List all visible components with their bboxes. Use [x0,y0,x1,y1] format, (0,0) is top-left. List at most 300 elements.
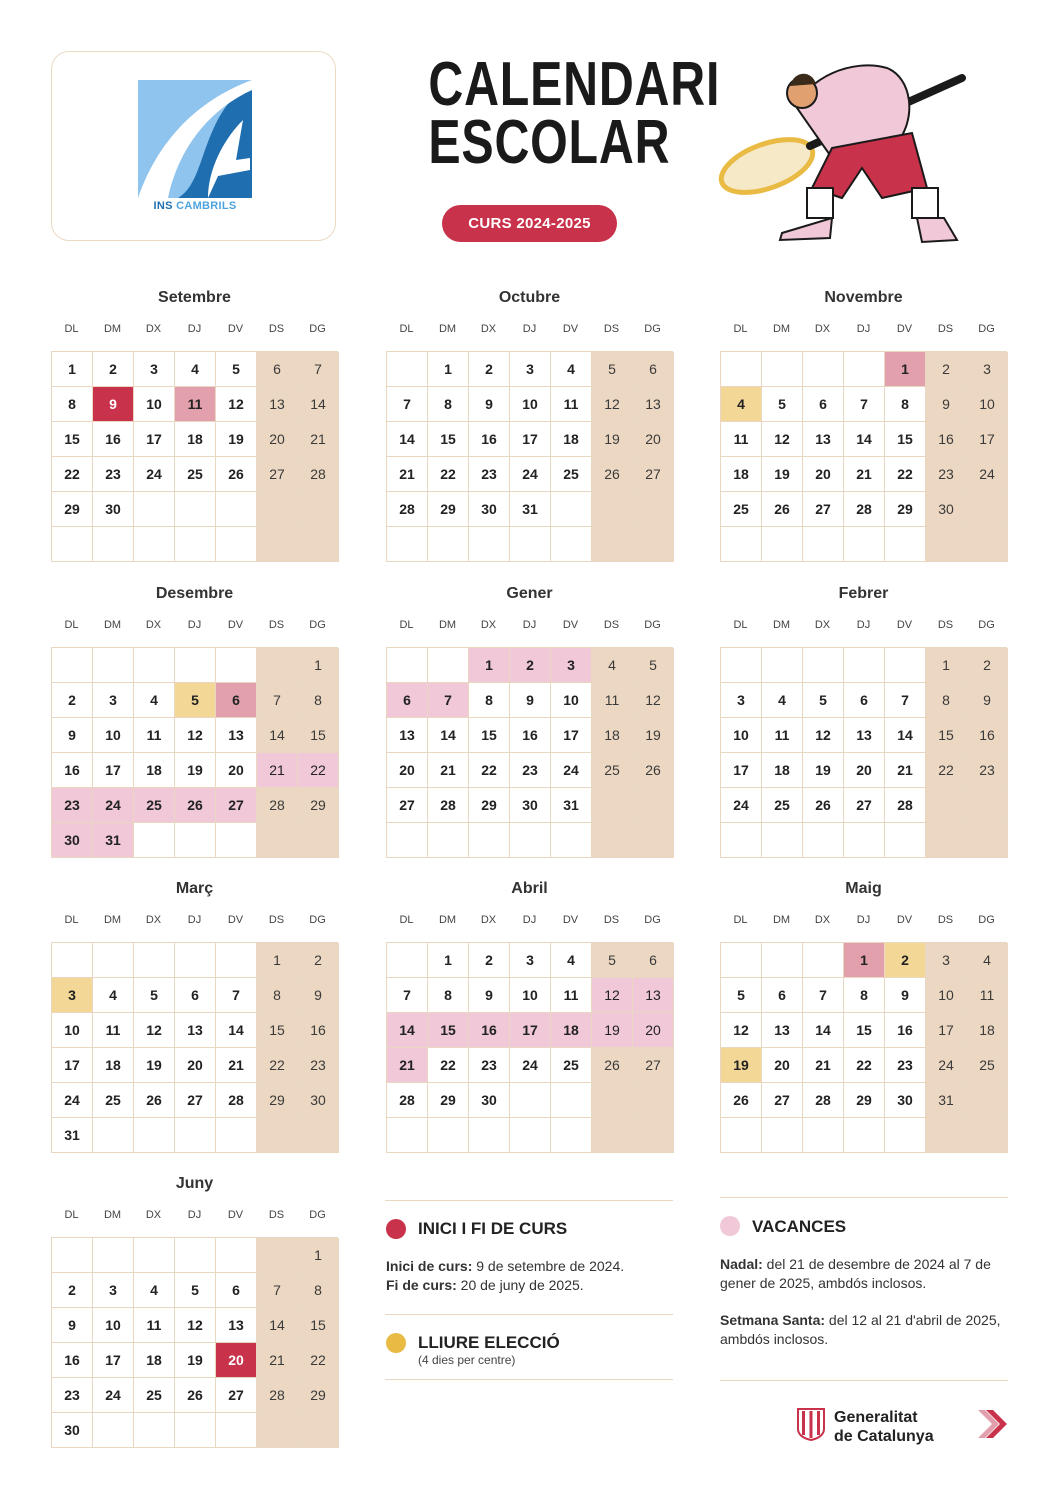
day-cell: 13 [803,422,844,457]
day-cell: 1 [52,352,93,387]
day-cell: 15 [926,718,967,753]
empty-cell [134,1238,175,1273]
month-title: Octubre [498,289,561,306]
weekday-label: DM [103,1209,122,1221]
weekday-label: DV [562,323,579,335]
day-cell: 18 [134,1343,175,1378]
day-cell: 4 [551,352,592,387]
day-cell: 18 [134,753,175,788]
empty-cell [967,788,1008,823]
day-cell: 6 [257,352,298,387]
title-line-2: ESCOLAR [428,108,671,177]
day-cell: 22 [298,753,339,788]
day-cell: 6 [633,943,674,978]
nadal-value: del 21 de desembre de 2024 al 7 de gener de 2025, ambdós inclosos. [720,1256,991,1291]
day-cell: 23 [469,457,510,492]
day-cell: 5 [592,352,633,387]
empty-cell [93,1118,134,1153]
empty-cell [721,527,762,562]
day-cell: 9 [885,978,926,1013]
day-cell: 9 [52,718,93,753]
empty-cell [216,527,257,562]
weekday-header [386,323,673,343]
day-cell: 20 [216,1343,257,1378]
day-cell: 28 [387,492,428,527]
day-cell: 21 [885,753,926,788]
weekday-label: DV [227,619,244,631]
month-title: Maig [845,880,882,897]
ins-cambrils-emblem-icon [138,80,252,198]
day-cell: 3 [93,683,134,718]
month-grid [51,647,338,858]
day-cell: 24 [510,1048,551,1083]
weekday-label: DL [733,914,748,926]
day-cell: 3 [551,648,592,683]
weekday-label: DM [103,619,122,631]
empty-cell [885,527,926,562]
day-cell: 16 [469,1013,510,1048]
empty-cell [175,1238,216,1273]
day-cell: 11 [93,1013,134,1048]
day-cell: 13 [216,1308,257,1343]
empty-cell [885,1118,926,1153]
weekday-label: DM [438,914,457,926]
day-cell: 27 [633,1048,674,1083]
day-cell: 7 [844,387,885,422]
month-title: Març [175,880,214,897]
day-cell: 13 [175,1013,216,1048]
empty-cell [257,1413,298,1448]
empty-cell [721,1118,762,1153]
day-cell: 26 [721,1083,762,1118]
day-cell: 17 [93,753,134,788]
day-cell: 20 [844,753,885,788]
day-cell: 8 [298,683,339,718]
day-cell: 25 [134,788,175,823]
day-cell: 27 [762,1083,803,1118]
day-cell: 28 [257,788,298,823]
month-juny [51,1175,338,1448]
empty-cell [175,943,216,978]
day-cell: 23 [885,1048,926,1083]
weekday-label: DL [64,914,79,926]
day-cell: 23 [469,1048,510,1083]
day-cell: 24 [93,788,134,823]
day-cell: 8 [257,978,298,1013]
weekday-label: DV [227,1209,244,1221]
empty-cell [134,492,175,527]
day-cell: 18 [967,1013,1008,1048]
weekday-label: DV [562,914,579,926]
day-cell: 30 [469,1083,510,1118]
day-cell: 20 [633,1013,674,1048]
day-cell: 5 [592,943,633,978]
empty-cell [762,823,803,858]
day-cell: 26 [633,753,674,788]
day-cell: 21 [257,1343,298,1378]
empty-cell [469,823,510,858]
empty-cell [885,648,926,683]
generalitat-line-2: de Catalunya [834,1428,934,1445]
empty-cell [633,788,674,823]
day-cell: 15 [52,422,93,457]
day-cell: 6 [844,683,885,718]
logo-text-cambrils: CAMBRILS [176,200,237,212]
day-cell: 27 [633,457,674,492]
day-cell: 11 [721,422,762,457]
month-octubre [386,289,673,562]
day-cell: 17 [926,1013,967,1048]
day-cell: 7 [428,683,469,718]
empty-cell [510,527,551,562]
empty-cell [592,527,633,562]
day-cell: 2 [52,1273,93,1308]
day-cell: 10 [93,1308,134,1343]
empty-cell [633,1083,674,1118]
day-cell: 21 [216,1048,257,1083]
month-abril [386,880,673,1153]
day-cell: 1 [885,352,926,387]
day-cell: 1 [469,648,510,683]
month-title: Gener [506,585,553,602]
weekday-header [720,914,1007,934]
month-grid [51,942,338,1153]
empty-cell [257,527,298,562]
weekday-label: DL [64,323,79,335]
day-cell: 14 [387,1013,428,1048]
day-cell: 28 [257,1378,298,1413]
day-cell: 25 [175,457,216,492]
day-cell: 8 [885,387,926,422]
day-cell: 20 [216,753,257,788]
weekday-header [386,619,673,639]
empty-cell [762,527,803,562]
day-cell: 3 [52,978,93,1013]
empty-cell [967,1118,1008,1153]
day-cell: 7 [257,1273,298,1308]
day-cell: 5 [633,648,674,683]
day-cell: 24 [926,1048,967,1083]
empty-cell [803,352,844,387]
day-cell: 5 [175,1273,216,1308]
weekday-label: DS [603,619,620,631]
day-cell: 7 [298,352,339,387]
weekday-label: DM [772,619,791,631]
weekday-label: DG [309,323,326,335]
empty-cell [633,823,674,858]
generalitat-emblem-icon [796,1407,826,1441]
empty-cell [134,943,175,978]
empty-cell [298,492,339,527]
weekday-header [51,1209,338,1229]
day-cell: 14 [257,1308,298,1343]
day-cell: 25 [762,788,803,823]
day-cell: 12 [803,718,844,753]
weekday-label: DL [399,619,414,631]
day-cell: 22 [428,457,469,492]
empty-cell [844,527,885,562]
day-cell: 13 [387,718,428,753]
day-cell: 8 [926,683,967,718]
day-cell: 9 [967,683,1008,718]
day-cell: 9 [926,387,967,422]
day-cell: 17 [967,422,1008,457]
day-cell: 24 [52,1083,93,1118]
day-cell: 17 [52,1048,93,1083]
day-cell: 15 [298,1308,339,1343]
day-cell: 14 [844,422,885,457]
empty-cell [93,1413,134,1448]
day-cell: 17 [510,422,551,457]
empty-cell [721,823,762,858]
empty-cell [926,788,967,823]
day-cell: 13 [633,387,674,422]
empty-cell [387,943,428,978]
day-cell: 6 [216,1273,257,1308]
day-cell: 12 [216,387,257,422]
day-cell: 30 [93,492,134,527]
inici-fi-dot-icon [386,1219,406,1239]
day-cell: 22 [257,1048,298,1083]
day-cell: 30 [52,823,93,858]
month-marc [51,880,338,1153]
month-title: Juny [175,1175,214,1192]
month-grid [386,647,673,858]
day-cell: 19 [592,422,633,457]
day-cell: 29 [844,1083,885,1118]
day-cell: 8 [844,978,885,1013]
empty-cell [52,648,93,683]
empty-cell [844,823,885,858]
day-cell: 17 [134,422,175,457]
day-cell: 1 [428,352,469,387]
day-cell: 4 [762,683,803,718]
day-cell: 22 [52,457,93,492]
day-cell: 23 [967,753,1008,788]
month-title: Abril [511,880,548,897]
empty-cell [298,1118,339,1153]
day-cell: 12 [134,1013,175,1048]
empty-cell [967,1083,1008,1118]
day-cell: 1 [844,943,885,978]
day-cell: 19 [592,1013,633,1048]
day-cell: 26 [592,457,633,492]
day-cell: 12 [592,978,633,1013]
day-cell: 16 [52,1343,93,1378]
weekday-label: DX [480,619,497,631]
day-cell: 22 [885,457,926,492]
empty-cell [175,823,216,858]
empty-cell [216,823,257,858]
page-title [400,50,721,177]
weekday-label: DV [896,323,913,335]
title-line-1: CALENDARI [428,50,721,119]
weekday-label: DV [562,619,579,631]
weekday-label: DM [438,619,457,631]
fi-value: 20 de juny de 2025. [456,1277,584,1293]
day-cell: 29 [298,788,339,823]
chevron-right-icon [975,1407,1009,1441]
day-cell: 10 [967,387,1008,422]
weekday-label: DX [814,914,831,926]
day-cell: 8 [428,978,469,1013]
day-cell: 11 [551,978,592,1013]
month-grid [720,647,1007,858]
day-cell: 12 [592,387,633,422]
month-grid [51,1237,338,1448]
day-cell: 26 [803,788,844,823]
empty-cell [428,648,469,683]
weekday-label: DJ [522,619,537,631]
empty-cell [633,492,674,527]
day-cell: 16 [93,422,134,457]
legend-divider [385,1314,673,1315]
empty-cell [134,527,175,562]
empty-cell [257,1238,298,1273]
day-cell: 19 [803,753,844,788]
empty-cell [387,823,428,858]
weekday-label: DG [978,914,995,926]
day-cell: 30 [926,492,967,527]
day-cell: 27 [257,457,298,492]
empty-cell [469,527,510,562]
month-grid [51,351,338,562]
day-cell: 3 [926,943,967,978]
empty-cell [762,352,803,387]
legend-nadal-text [720,1255,1010,1293]
day-cell: 19 [633,718,674,753]
legend-divider [385,1200,673,1201]
empty-cell [967,527,1008,562]
month-grid [386,351,673,562]
weekday-header [51,619,338,639]
empty-cell [52,943,93,978]
day-cell: 1 [926,648,967,683]
day-cell: 14 [216,1013,257,1048]
day-cell: 27 [803,492,844,527]
empty-cell [803,648,844,683]
day-cell: 7 [803,978,844,1013]
day-cell: 22 [298,1343,339,1378]
day-cell: 9 [469,978,510,1013]
weekday-label: DG [978,323,995,335]
weekday-label: DJ [522,323,537,335]
weekday-label: DJ [187,619,202,631]
weekday-label: DG [644,323,661,335]
day-cell: 3 [967,352,1008,387]
day-cell: 9 [469,387,510,422]
day-cell: 8 [428,387,469,422]
day-cell: 28 [216,1083,257,1118]
weekday-label: DX [480,914,497,926]
weekday-label: DS [268,619,285,631]
weekday-label: DS [937,619,954,631]
fi-label: Fi de curs: [386,1277,457,1293]
empty-cell [387,648,428,683]
day-cell: 19 [216,422,257,457]
santa-value: del 12 al 21 d'abril de 2025, ambdós inclosos. [720,1312,1001,1347]
empty-cell [175,1413,216,1448]
empty-cell [762,648,803,683]
day-cell: 20 [175,1048,216,1083]
weekday-label: DJ [187,914,202,926]
day-cell: 14 [428,718,469,753]
weekday-label: DL [64,619,79,631]
day-cell: 5 [721,978,762,1013]
weekday-label: DV [227,914,244,926]
empty-cell [721,648,762,683]
day-cell: 28 [803,1083,844,1118]
day-cell: 27 [175,1083,216,1118]
empty-cell [926,527,967,562]
day-cell: 20 [257,422,298,457]
day-cell: 20 [633,422,674,457]
day-cell: 4 [93,978,134,1013]
weekday-label: DL [733,619,748,631]
empty-cell [298,823,339,858]
day-cell: 6 [762,978,803,1013]
legend-lliure-note: (4 dies per centre) [418,1353,516,1367]
month-novembre [720,289,1007,562]
weekday-label: DJ [187,1209,202,1221]
day-cell: 8 [52,387,93,422]
day-cell: 28 [298,457,339,492]
day-cell: 29 [428,1083,469,1118]
day-cell: 17 [510,1013,551,1048]
day-cell: 1 [298,648,339,683]
day-cell: 31 [551,788,592,823]
empty-cell [926,1118,967,1153]
day-cell: 4 [175,352,216,387]
day-cell: 19 [762,457,803,492]
day-cell: 12 [175,1308,216,1343]
day-cell: 9 [93,387,134,422]
weekday-label: DX [814,619,831,631]
day-cell: 18 [592,718,633,753]
weekday-label: DM [103,323,122,335]
weekday-label: DG [309,619,326,631]
day-cell: 31 [926,1083,967,1118]
vacances-dot-icon [720,1216,740,1236]
day-cell: 31 [52,1118,93,1153]
day-cell: 23 [510,753,551,788]
weekday-label: DM [772,323,791,335]
empty-cell [52,1238,93,1273]
weekday-label: DG [309,914,326,926]
weekday-label: DJ [856,914,871,926]
day-cell: 10 [510,387,551,422]
empty-cell [551,527,592,562]
inici-label: Inici de curs: [386,1258,473,1274]
empty-cell [93,943,134,978]
empty-cell [93,527,134,562]
weekday-header [51,323,338,343]
weekday-header [386,914,673,934]
day-cell: 5 [803,683,844,718]
day-cell: 28 [844,492,885,527]
weekday-label: DS [268,914,285,926]
month-setembre [51,289,338,562]
day-cell: 15 [257,1013,298,1048]
day-cell: 4 [551,943,592,978]
day-cell: 26 [175,1378,216,1413]
day-cell: 15 [469,718,510,753]
empty-cell [387,527,428,562]
day-cell: 22 [844,1048,885,1083]
empty-cell [633,1118,674,1153]
day-cell: 25 [93,1083,134,1118]
empty-cell [298,1413,339,1448]
